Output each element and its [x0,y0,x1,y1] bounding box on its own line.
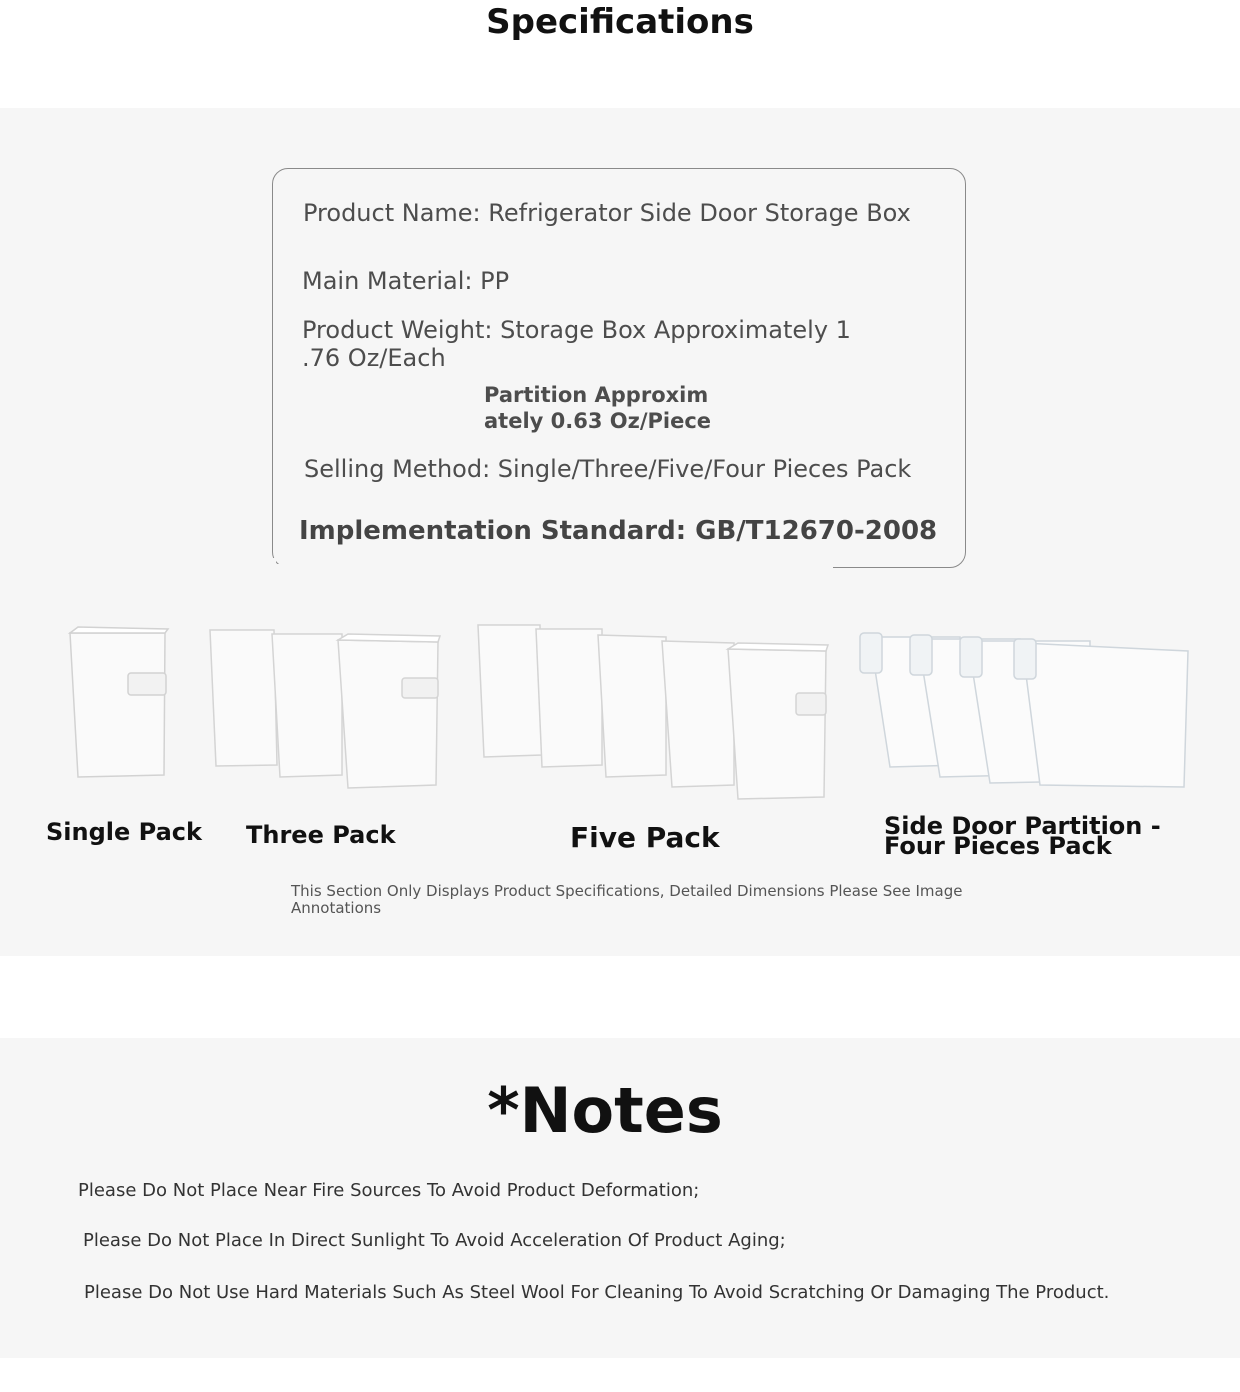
spec-main-material: Main Material: PP [302,267,510,295]
spec-note: This Section Only Displays Product Specifications, Detailed Dimensions Please See Image Annotations [291,882,963,917]
note-item: Please Do Not Place Near Fire Sources To Avoid Product Deformation; [78,1180,700,1201]
pack-label-single: Single Pack [46,818,202,846]
page-title: Specifications [486,2,754,42]
single-storage-box-image [60,625,175,790]
spec-partition-weight-line1: Partition Approxim [484,383,709,407]
spec-product-weight-line1: Product Weight: Storage Box Approximately 1 [302,316,851,344]
pack-label-partition: Side Door Partition - Four Pieces Pack [884,812,1161,860]
notes-title: *Notes [487,1074,723,1147]
pack-label-three: Three Pack [246,821,396,849]
five-storage-boxes-image [470,615,835,805]
spec-implementation-standard: Implementation Standard: GB/T12670-2008 [299,516,938,546]
spec-selling-method: Selling Method: Single/Three/Five/Four Pieces Pack [304,455,912,483]
note-item: Please Do Not Place In Direct Sunlight To Avoid Acceleration Of Product Aging; [83,1230,786,1251]
pack-label-five: Five Pack [570,821,720,854]
note-item: Please Do Not Use Hard Materials Such As Steel Wool For Cleaning To Avoid Scratching Or Damaging The Product. [84,1282,1110,1303]
four-partitions-image [850,625,1195,795]
spec-product-weight-line2: .76 Oz/Each [302,344,446,372]
three-storage-boxes-image [202,620,447,795]
spec-partition-weight-line2: ately 0.63 Oz/Piece [484,409,712,433]
spec-product-name: Product Name: Refrigerator Side Door Storage Box [303,199,911,227]
